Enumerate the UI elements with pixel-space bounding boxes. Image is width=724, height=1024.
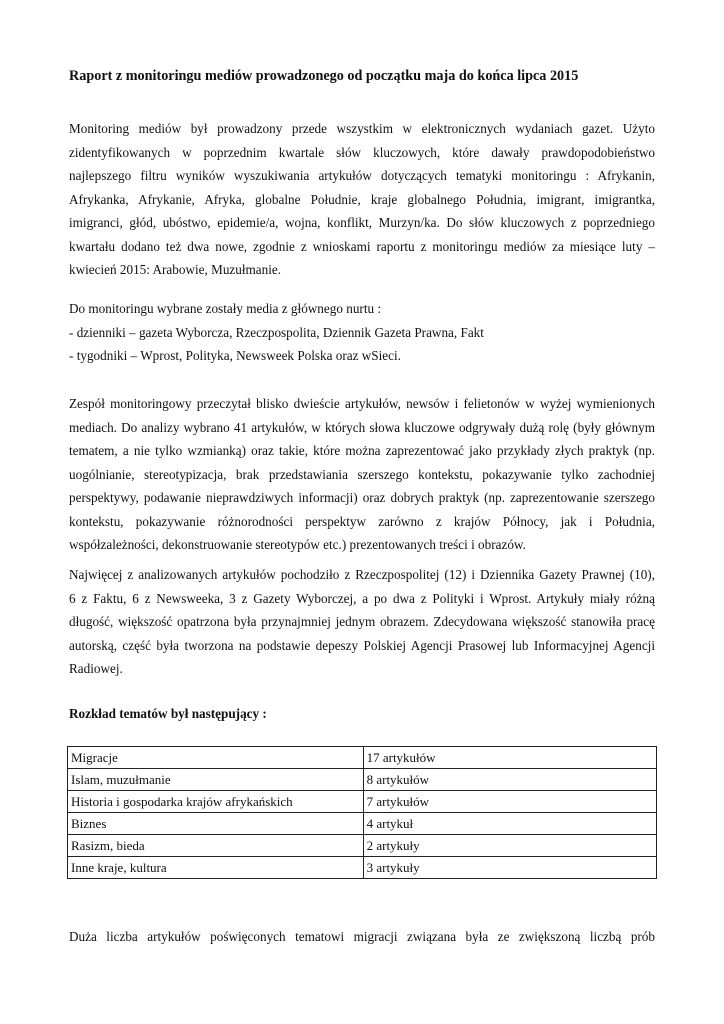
table-row — [68, 835, 657, 857]
count-cell: 8 artykułów — [363, 769, 656, 791]
media-list — [69, 297, 655, 368]
paragraph-line: kwiecień 2015: Arabowie, Muzułmanie. — [69, 262, 282, 277]
media-list-item: - tygodniki – Wprost, Polityka, Newsweek Polska oraz wSieci. — [69, 348, 401, 363]
count-cell: 7 artykułów — [363, 791, 656, 813]
paragraph-closing — [69, 925, 655, 949]
paragraph-sources — [69, 563, 655, 681]
paragraph-line: 6 z Faktu, 6 z Newsweeka, 3 z Gazety Wyborczej, a po dwa z Polityki i Wprost. Artykuły miały różną — [69, 590, 655, 606]
document-title: Raport z monitoringu mediów prowadzonego od początku maja do końca lipca 2015 — [69, 68, 579, 84]
paragraph-line: mediach. Do analizy wybrano 41 artykułów, w których słowa kluczowe odgrywały dużą rolę (były głównym — [69, 419, 655, 435]
media-list-intro: Do monitoringu wybrane zostały media z głównego nurtu : — [69, 301, 382, 316]
paragraph-line: najlepszego filtru wyników wyszukiwania artykułów dotyczących tematyki monitoringu : Afrykanin, — [69, 168, 655, 183]
topic-cell: Inne kraje, kultura — [68, 857, 364, 879]
topic-cell: Biznes — [68, 813, 364, 835]
table-row — [68, 769, 657, 791]
count-cell: 3 artykuły — [363, 857, 656, 879]
paragraph-line: kontekstu, pokazywanie różnorodności perspektyw zarówno z krajów Północy, jak i Południa, — [69, 513, 655, 529]
count-cell: 17 artykułów — [363, 747, 656, 769]
paragraph-line: Radiowej. — [69, 661, 123, 676]
count-cell: 4 artykuł — [363, 813, 656, 835]
topic-cell: Islam, muzułmanie — [68, 769, 364, 791]
topic-cell: Historia i gospodarka krajów afrykańskich — [68, 791, 364, 813]
paragraph-line: kwartału dodano też dwa nowe, zgodnie z wnioskami raportu z monitoringu mediów za miesiące luty – — [69, 238, 655, 254]
paragraph-line: perspektywy, podawanie nieprawdziwych informacji) oraz dobrych praktyk (np. zaprezentowanie szerszego — [69, 490, 655, 505]
paragraph-line: współzależności, dekonstruowanie stereotypów etc.) prezentowanych treści i obrazów. — [69, 537, 526, 552]
media-list-item: - dzienniki – gazeta Wyborcza, Rzeczpospolita, Dziennik Gazeta Prawna, Fakt — [69, 324, 484, 340]
paragraph-line: Monitoring mediów był prowadzony przede wszystkim w elektronicznych wydaniach gazet. Użyto — [69, 121, 655, 136]
paragraph-monitoring-method — [69, 117, 655, 282]
paragraph-line: uogólnianie, stereotypizacja, brak przedstawiania szerszego kontekstu, pokazywanie tylko zachodniej — [69, 466, 655, 482]
paragraph-line: Afrykanka, Afrykanie, Afryka, globalne Południe, kraje globalnego Południa, imigrant, imigrantka, — [69, 191, 655, 207]
paragraph-line: tematem, a nie tylko wzmianką) oraz takie, które można zaprezentować jako przykłady złych praktyk (np. — [69, 443, 655, 458]
topics-table — [67, 746, 657, 879]
paragraph-line: Najwięcej z analizowanych artykułów pochodziło z Rzeczpospolitej (12) i Dziennika Gazety Prawnej (10), — [69, 567, 655, 582]
paragraph-line: zidentyfikowanych w poprzednim kwartale słów kluczowych, które dawały prawdopodobieństwo — [69, 144, 655, 160]
paragraph-line: Zespół monitoringowy przeczytał blisko dwieście artykułów, newsów i felietonów w wyżej wymienionych — [69, 396, 655, 411]
paragraph-line: długość, większość opatrzona była przynajmniej jednym obrazem. Zdecydowana większość stanowiła pracę — [69, 614, 655, 629]
paragraph-analysis — [69, 392, 655, 557]
paragraph-line: Duża liczba artykułów poświęconych tematowi migracji związana była ze zwiększoną liczbą prób — [69, 929, 655, 944]
paragraph-line: autorską, część była tworzona na podstawie depeszy Polskiej Agencji Prasowej lub Informacyjnej Agencji — [69, 637, 655, 653]
table-row — [68, 791, 657, 813]
topic-cell: Rasizm, bieda — [68, 835, 364, 857]
table-row — [68, 747, 657, 769]
topics-heading: Rozkład tematów był następujący : — [69, 706, 267, 721]
table-row — [68, 813, 657, 835]
paragraph-line: imigranci, głód, ubóstwo, epidemie/a, wojna, konflikt, Murzyn/ka. Do słów kluczowych z poprzedniego — [69, 215, 655, 230]
topic-cell: Migracje — [68, 747, 364, 769]
count-cell: 2 artykuły — [363, 835, 656, 857]
table-row — [68, 857, 657, 879]
